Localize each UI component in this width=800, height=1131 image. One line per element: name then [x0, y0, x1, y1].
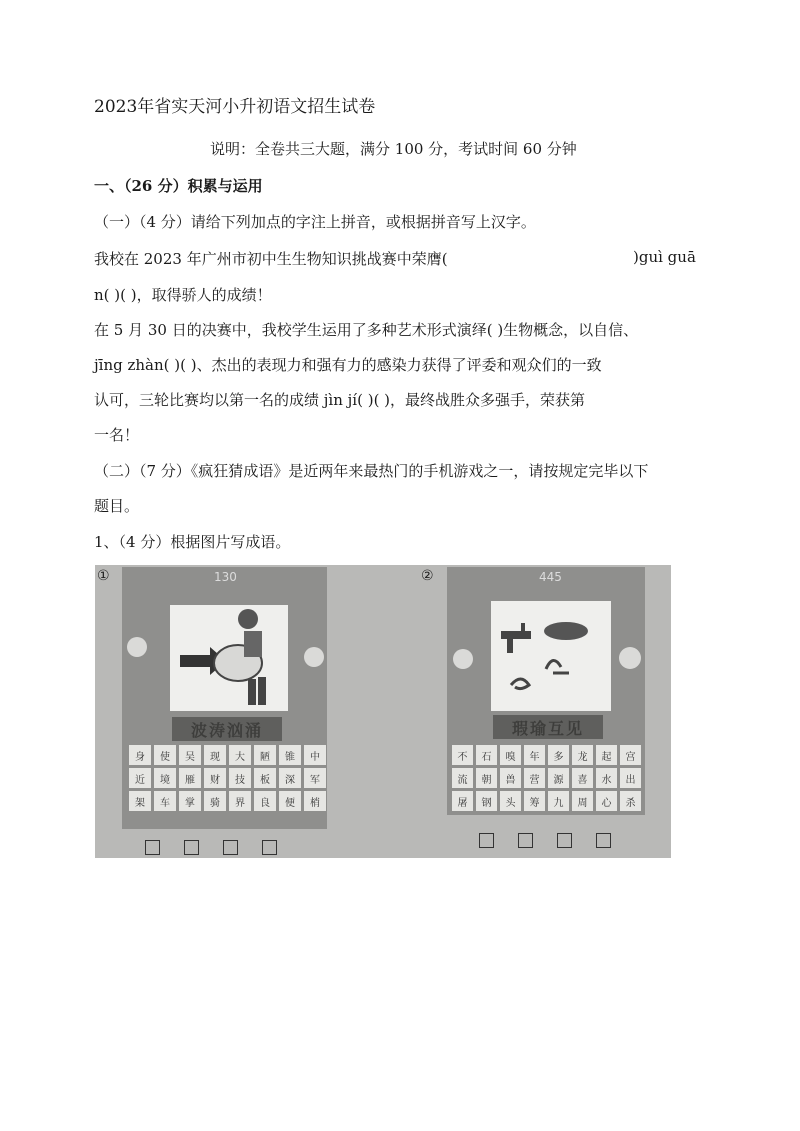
section-1-heading: 一、（26 分）积累与运用	[94, 177, 263, 195]
character-tile: 钢	[476, 791, 497, 811]
character-tile: 界	[229, 791, 251, 811]
character-tile: 板	[254, 768, 276, 788]
character-tile: 车	[154, 791, 176, 811]
character-tile: 头	[500, 791, 521, 811]
answer-box	[262, 840, 277, 855]
character-tile: 身	[129, 745, 151, 765]
character-tile: 良	[254, 791, 276, 811]
right-score: 445	[539, 570, 562, 584]
character-tile: 近	[129, 768, 151, 788]
part-2-line-2: 题目。	[94, 497, 140, 515]
figure-number-2: ②	[421, 568, 434, 584]
character-tile: 心	[596, 791, 617, 811]
exam-instructions: 说明：全卷共三大题，满分 100 分，考试时间 60 分钟	[210, 140, 577, 158]
right-puzzle-image	[491, 601, 611, 711]
character-tile: 使	[154, 745, 176, 765]
answer-box	[184, 840, 199, 855]
part-1-line-1: 我校在 2023 年广州市初中生生物知识挑战赛中荣膺(	[94, 250, 448, 268]
character-tile: 嗅	[500, 745, 521, 765]
character-tile: 兽	[500, 768, 521, 788]
character-tile: 宫	[620, 745, 641, 765]
character-tile: 深	[279, 768, 301, 788]
part-1-line-4: jīng zhàn( )( )、杰出的表现力和强有力的感染力获得了评委和观众们的一致	[94, 356, 602, 374]
character-tile: 筹	[524, 791, 545, 811]
right-answer-boxes	[479, 833, 611, 848]
answer-box	[596, 833, 611, 848]
figure-number-1: ①	[97, 568, 110, 584]
character-tile: 吴	[179, 745, 201, 765]
part-1-line-2: n( )( )，取得骄人的成绩！	[94, 286, 272, 304]
part-1-header: （一）（4 分）请给下列加点的字注上拼音，或根据拼音写上汉字。	[94, 213, 536, 231]
character-tile: 营	[524, 768, 545, 788]
character-tile: 大	[229, 745, 251, 765]
character-tile: 周	[572, 791, 593, 811]
left-game-screen	[122, 567, 327, 829]
character-tile: 源	[548, 768, 569, 788]
character-tile: 掌	[179, 791, 201, 811]
character-tile: 锥	[279, 745, 301, 765]
character-tile: 流	[452, 768, 473, 788]
character-tile: 不	[452, 745, 473, 765]
character-tile: 骑	[204, 791, 226, 811]
character-tile: 九	[548, 791, 569, 811]
answer-box	[145, 840, 160, 855]
part-2-line-1: （二）（7 分）《疯狂猜成语》是近两年来最热门的手机游戏之一，请按规定完毕以下	[94, 462, 649, 480]
game-screenshots-photo	[95, 565, 671, 858]
character-tile: 龙	[572, 745, 593, 765]
character-tile: 喜	[572, 768, 593, 788]
answer-box	[518, 833, 533, 848]
answer-box	[223, 840, 238, 855]
character-tile: 出	[620, 768, 641, 788]
hint-icon	[453, 649, 473, 669]
right-answer-banner: 瑕瑜互见	[493, 715, 603, 739]
character-tile: 梢	[304, 791, 326, 811]
answer-box	[557, 833, 572, 848]
character-tile: 杀	[620, 791, 641, 811]
answer-box	[479, 833, 494, 848]
left-character-grid	[129, 745, 326, 811]
character-tile: 起	[596, 745, 617, 765]
share-icon	[304, 647, 324, 667]
left-answer-banner: 波涛汹涌	[172, 717, 282, 741]
character-tile: 石	[476, 745, 497, 765]
right-game-screen	[447, 567, 645, 815]
character-tile: 现	[204, 745, 226, 765]
share-icon	[619, 647, 641, 669]
character-tile: 技	[229, 768, 251, 788]
left-answer-boxes	[145, 840, 277, 855]
character-tile: 便	[279, 791, 301, 811]
left-score: 130	[214, 570, 237, 584]
character-tile: 朝	[476, 768, 497, 788]
right-character-grid	[452, 745, 641, 811]
part-1-line-5: 认可，三轮比赛均以第一名的成绩 jìn jí( )( )，最终战胜众多强手，荣获第	[94, 391, 586, 409]
character-tile: 财	[204, 768, 226, 788]
left-puzzle-image	[170, 605, 288, 711]
character-tile: 水	[596, 768, 617, 788]
man-with-ball-illustration	[170, 605, 288, 711]
faucet-and-waves-illustration	[491, 601, 611, 711]
hint-icon	[127, 637, 147, 657]
character-tile: 年	[524, 745, 545, 765]
character-tile: 架	[129, 791, 151, 811]
character-tile: 陋	[254, 745, 276, 765]
character-tile: 中	[304, 745, 326, 765]
part-1-line-6: 一名！	[94, 426, 140, 444]
page-title: 2023年省实天河小升初语文招生试卷	[94, 97, 376, 117]
character-tile: 境	[154, 768, 176, 788]
part-1-line-3: 在 5 月 30 日的决赛中，我校学生运用了多种艺术形式演绎( )生物概念，以自信、	[94, 321, 639, 339]
character-tile: 多	[548, 745, 569, 765]
character-tile: 军	[304, 768, 326, 788]
character-tile: 屠	[452, 791, 473, 811]
character-tile: 雁	[179, 768, 201, 788]
question-1: 1、（4 分）根据图片写成语。	[94, 533, 291, 551]
part-1-line-1-pinyin: )guì guā	[633, 248, 696, 266]
